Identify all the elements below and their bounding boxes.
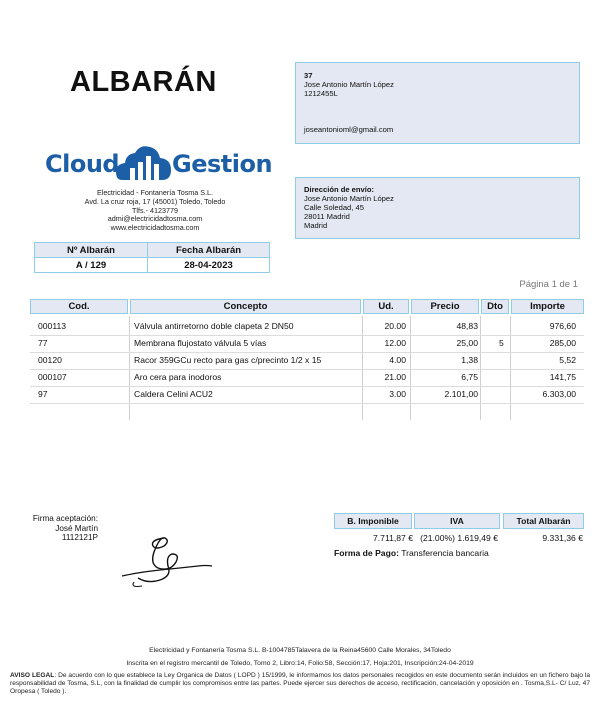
doc-date-header: Fecha Albarán — [148, 243, 270, 258]
handwritten-signature — [120, 532, 215, 592]
cell-price: 48,83 — [456, 321, 478, 331]
base-header: B. Imponible — [334, 513, 412, 529]
document-title: ALBARÁN — [70, 66, 217, 98]
cell-amount: 285,00 — [549, 338, 576, 348]
iva-header: IVA — [414, 513, 500, 529]
cell-code: 000113 — [38, 321, 67, 331]
client-nif: 1212455L — [304, 89, 338, 98]
col-header-amount: Importe — [511, 299, 584, 314]
cell-amount: 976,60 — [549, 321, 576, 331]
payment-value: Transferencia bancaria — [401, 548, 489, 558]
payment-method — [334, 548, 489, 558]
footer-company: Electricidad y Fontanería Tosma S.L. B-1004785Talavera de la Reina45600 Calle Morales, 34Toledo — [149, 647, 451, 654]
col-header-price: Precio — [411, 299, 479, 314]
col-header-concept: Concepto — [130, 299, 361, 314]
shipping-province: Madrid — [304, 221, 328, 230]
doc-date: 28-04-2023 — [148, 258, 270, 273]
legal-text: : De acuerdo con lo que establece la Ley Organica de Datos ( LOPD ) 15/1999, le informamos los datos personales recogidos en este documento serán incluidos en un fichero bajo la responsabilidad de Tosma, S.L, con la finalidad de cumplir los compromisos entre las partes. Puede ejercer sus derechos de acceso, rectificación, cancelación y oposición en . Tosma,S.L- C/ Luz, 47 Oropesa ( Toledo ). — [10, 672, 590, 695]
company-logo — [45, 142, 273, 184]
cell-code: 00120 — [38, 355, 62, 365]
document-info-table — [34, 242, 270, 273]
cell-price: 1,38 — [461, 355, 478, 365]
table-row — [30, 369, 584, 386]
col-header-code: Cod. — [30, 299, 128, 314]
company-name: Electricidad - Fontanería Tosma S.L. — [96, 188, 214, 197]
cell-code: 000107 — [38, 372, 67, 382]
client-name: Jose Antonio Martín López — [304, 80, 394, 89]
signature-label: Firma aceptación: — [32, 514, 98, 523]
logo-text-cloud: Cloud — [45, 150, 120, 178]
cell-code: 97 — [38, 389, 48, 399]
cell-discount: 5 — [499, 338, 504, 348]
cell-units: 20.00 — [384, 321, 406, 331]
logo-text-gestion: Gestion — [172, 150, 273, 178]
doc-number: A / 129 — [35, 258, 148, 273]
company-address: Avd. La cruz roja, 17 (45001) Toledo, Toledo — [84, 196, 226, 206]
cell-units: 21.00 — [384, 372, 406, 382]
footer-registry: Inscrita en el registro mercantil de Toledo, Tomo 2, Libro:14, Folio:58, Sección:17, Hoja:201, Inscripción:24-04-2019 — [126, 660, 474, 667]
cell-units: 4.00 — [389, 355, 406, 365]
company-email: admi@electricidadtosma.com — [107, 214, 203, 224]
total-header: Total Albarán — [503, 513, 584, 529]
total-value: 9.331,36 € — [542, 533, 583, 543]
table-row — [30, 318, 584, 335]
col-header-discount: Dto — [481, 299, 509, 314]
table-row — [30, 386, 584, 403]
company-phone: Tlfs.- 4123779 — [132, 205, 178, 215]
table-row — [30, 352, 584, 369]
client-box — [295, 62, 580, 144]
row-divider — [30, 403, 584, 404]
signature-id: 1112121P — [61, 533, 98, 542]
cell-price: 25,00 — [456, 338, 478, 348]
shipping-city: 28011 Madrid — [304, 212, 350, 221]
payment-label: Forma de Pago: — [334, 548, 399, 558]
base-value: 7.711,87 € — [373, 533, 413, 543]
legal-notice — [10, 672, 590, 696]
company-website: www.electricidadtosma.com — [110, 223, 200, 233]
cell-amount: 6.303,00 — [542, 389, 576, 399]
table-row — [30, 335, 584, 352]
cell-concept: Válvula antirretorno doble clapeta 2 DN50 — [134, 321, 294, 331]
doc-number-header: Nº Albarán — [35, 243, 148, 258]
signature-name: José Martín — [55, 523, 98, 533]
shipping-box — [295, 177, 580, 239]
cell-price: 2.101,00 — [444, 389, 478, 399]
cloud-bars-icon — [116, 142, 172, 184]
cell-concept: Membrana flujostato válvula 5 vías — [134, 338, 267, 348]
client-number: 37 — [304, 71, 313, 80]
items-table-header — [30, 299, 584, 314]
cell-amount: 5,52 — [559, 355, 576, 365]
cell-units: 12.00 — [384, 338, 406, 348]
cell-code: 77 — [38, 338, 48, 348]
cell-concept: Caldera Celini ACU2 — [134, 389, 213, 399]
legal-label: AVISO LEGAL — [10, 672, 55, 679]
shipping-street: Calle Soledad, 45 — [304, 203, 364, 212]
shipping-name: Jose Antonio Martín López — [304, 194, 394, 203]
cell-price: 6,75 — [461, 372, 478, 382]
cell-units: 3.00 — [389, 389, 406, 399]
shipping-label: Dirección de envío: — [304, 185, 375, 194]
cell-amount: 141,75 — [549, 372, 576, 382]
signature-block — [22, 514, 98, 543]
cell-concept: Racor 359GCu recto para gas c/precinto 1/2 x 15 — [134, 355, 322, 365]
page-number: Página 1 de 1 — [519, 279, 578, 290]
company-info — [60, 189, 250, 233]
col-header-units: Ud. — [363, 299, 409, 314]
client-email: joseantonioml@gmail.com — [304, 125, 394, 134]
cell-concept: Aro cera para inodoros — [134, 372, 222, 382]
iva-value: (21.00%) 1.619,49 € — [420, 533, 498, 543]
